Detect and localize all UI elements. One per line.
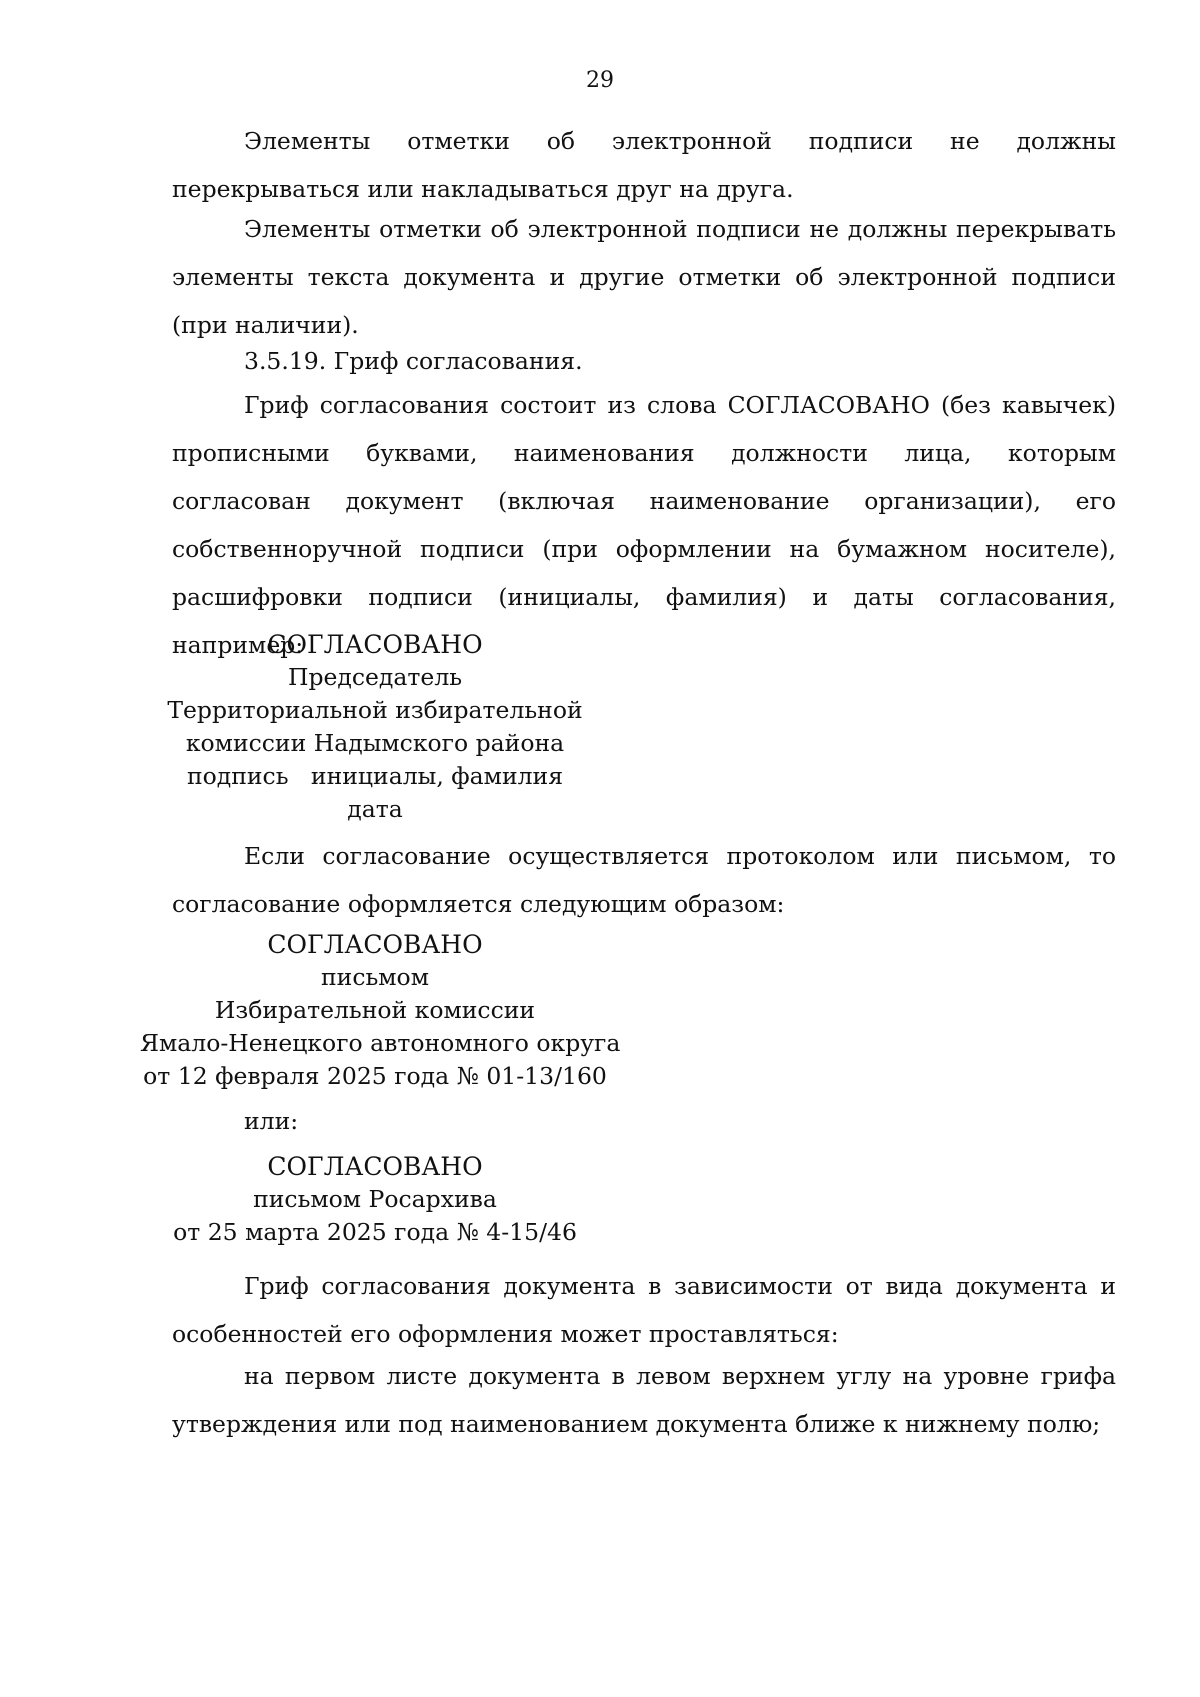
paragraph-signature-overlap: Элементы отметки об электронной подписи не должны перекрываться или накладываться друг на друга. — [172, 127, 1116, 203]
paragraph-signature-text-overlap: Элементы отметки об электронной подписи не должны перекрывать элементы текста документа и другие отметки об электронной подписи (при наличии). — [172, 215, 1116, 339]
approval-line: письмом — [321, 963, 429, 991]
approval-line: письмом Росархива — [253, 1185, 497, 1213]
approval-example-election-commission — [140, 928, 621, 1093]
approval-line: Избирательной комиссии — [214, 996, 536, 1024]
approval-line: от 12 февраля 2025 года № 01-13/160 — [143, 1062, 607, 1090]
section-heading: 3.5.19. Гриф согласования. — [244, 347, 583, 375]
approval-line: Территориальной избирательной — [167, 696, 583, 724]
paragraph-approval-stamp-description: Гриф согласования состоит из слова СОГЛАСОВАНО (без кавычек) прописными буквами, наименования должности лица, которым согласован документ (включая наименование организации), его собственноручной подписи (при оформлении на бумажном носителе), расшифровки подписи (инициалы, фамилия) и даты согласования, например: — [172, 391, 1116, 659]
approval-line: подпись инициалы, фамилия — [186, 762, 564, 790]
page-number: 29 — [586, 68, 614, 93]
approval-line: Ямало-Ненецкого автономного округа — [140, 1029, 621, 1057]
approval-example-rosarkhiv — [140, 1150, 610, 1249]
approval-example-chairman — [140, 628, 610, 826]
paragraph-first-page-placement: на первом листе документа в левом верхнем углу на уровне грифа утверждения или под наименованием документа ближе к нижнему полю; — [172, 1362, 1116, 1438]
or-label: или: — [244, 1107, 299, 1135]
approval-heading: СОГЛАСОВАНО — [267, 1152, 483, 1181]
approval-heading: СОГЛАСОВАНО — [267, 930, 483, 959]
approval-line: комиссии Надымского района — [185, 729, 565, 757]
paragraph-stamp-placement: Гриф согласования документа в зависимости от вида документа и особенностей его оформления может проставляться: — [172, 1272, 1116, 1348]
approval-heading: СОГЛАСОВАНО — [267, 630, 483, 659]
approval-line: дата — [347, 795, 403, 823]
approval-line: Председатель — [287, 663, 463, 691]
approval-line: от 25 марта 2025 года № 4-15/46 — [173, 1218, 577, 1246]
paragraph-protocol-or-letter: Если согласование осуществляется протоколом или письмом, то согласование оформляется следующим образом: — [172, 842, 1116, 918]
